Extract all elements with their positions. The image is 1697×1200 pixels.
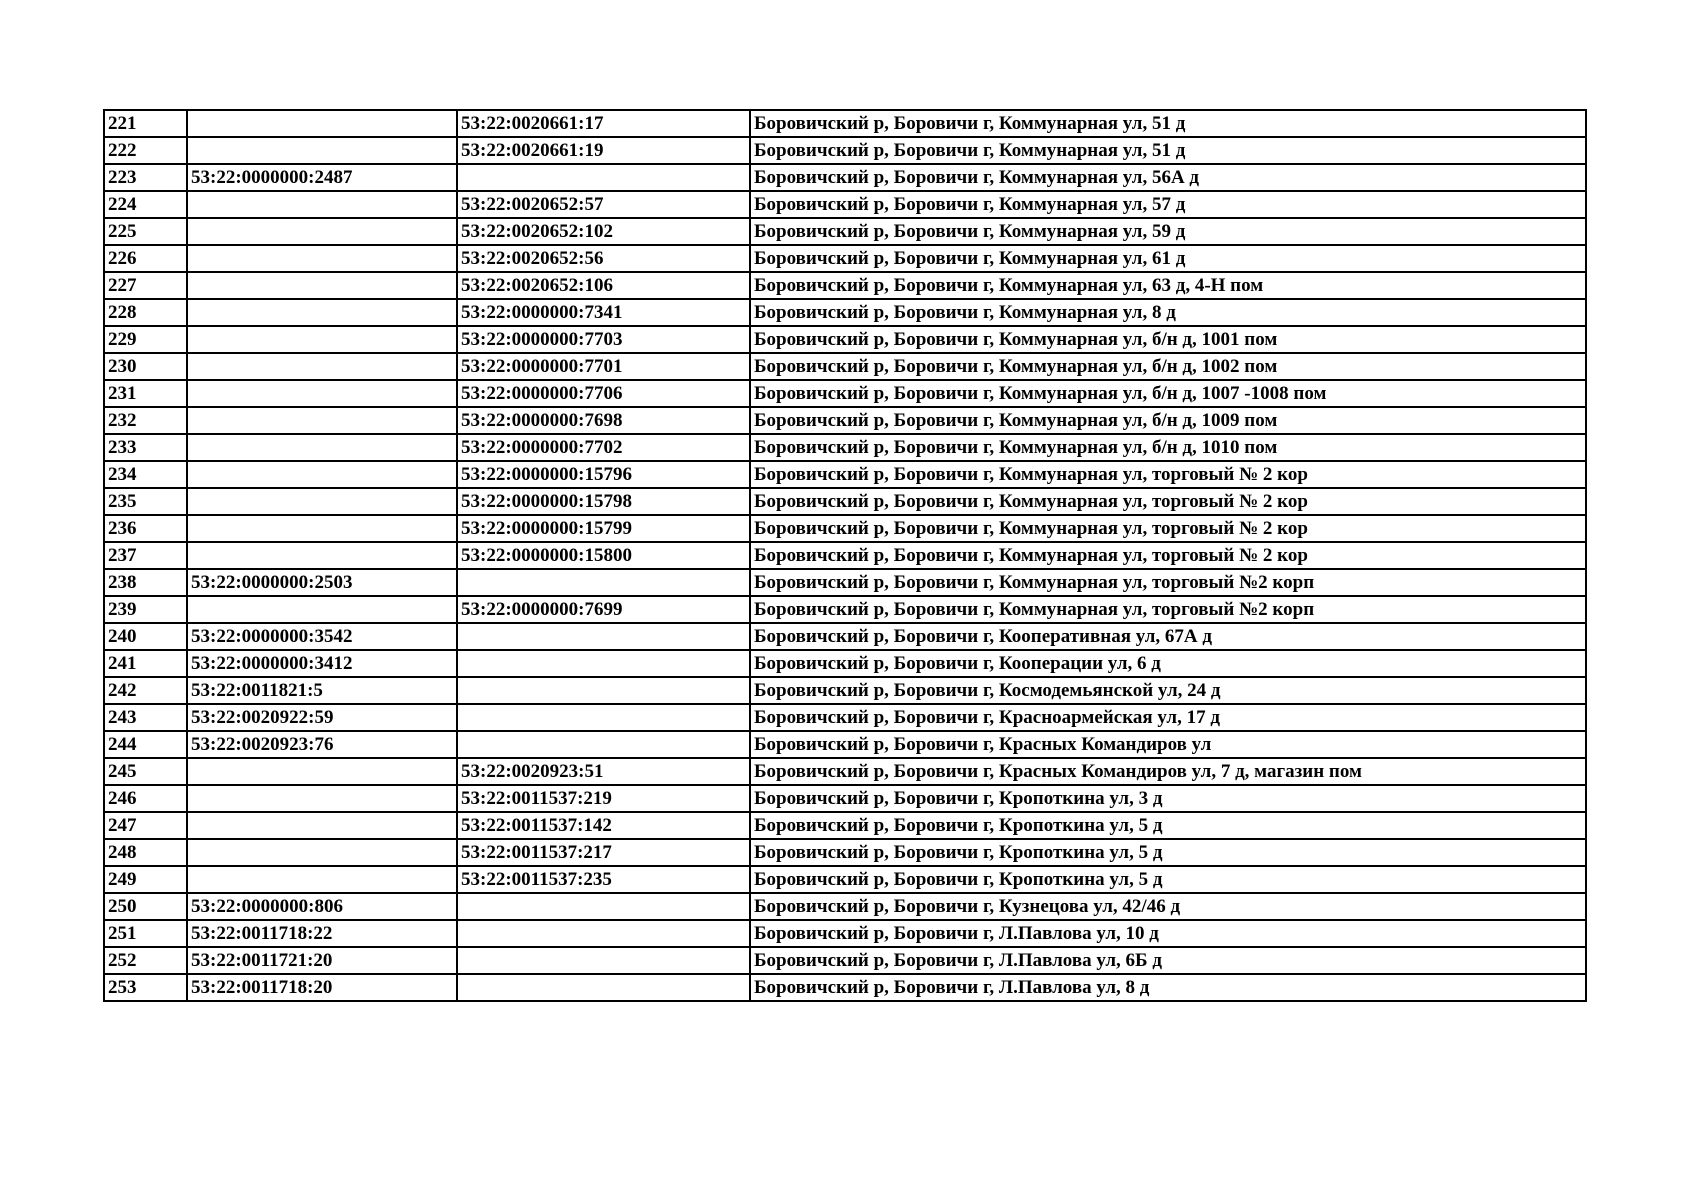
object-cadastral-number-cell: 53:22:0000000:7706	[457, 380, 750, 407]
row-number-cell: 221	[104, 110, 187, 137]
table-row	[104, 191, 1586, 218]
row-number-cell: 248	[104, 839, 187, 866]
cadastral-number-cell	[187, 380, 457, 407]
table-row	[104, 893, 1586, 920]
address-cell: Боровичский р, Боровичи г, Космодемьянской ул, 24 д	[750, 677, 1586, 704]
address-cell: Боровичский р, Боровичи г, Л.Павлова ул, 8 д	[750, 974, 1586, 1001]
object-cadastral-number-cell: 53:22:0000000:7703	[457, 326, 750, 353]
object-cadastral-number-cell	[457, 893, 750, 920]
row-number-cell: 227	[104, 272, 187, 299]
object-cadastral-number-cell	[457, 650, 750, 677]
object-cadastral-number-cell: 53:22:0000000:7699	[457, 596, 750, 623]
row-number-cell: 245	[104, 758, 187, 785]
table-row	[104, 920, 1586, 947]
object-cadastral-number-cell: 53:22:0011537:219	[457, 785, 750, 812]
object-cadastral-number-cell: 53:22:0011537:235	[457, 866, 750, 893]
table-row	[104, 785, 1586, 812]
cadastral-number-cell	[187, 812, 457, 839]
address-cell: Боровичский р, Боровичи г, Коммунарная ул, 8 д	[750, 299, 1586, 326]
address-cell: Боровичский р, Боровичи г, Кропоткина ул, 5 д	[750, 839, 1586, 866]
object-cadastral-number-cell: 53:22:0020652:102	[457, 218, 750, 245]
address-cell: Боровичский р, Боровичи г, Л.Павлова ул, 6Б д	[750, 947, 1586, 974]
cadastral-number-cell	[187, 839, 457, 866]
object-cadastral-number-cell: 53:22:0000000:15799	[457, 515, 750, 542]
cadastral-number-cell	[187, 353, 457, 380]
address-cell: Боровичский р, Боровичи г, Кооперации ул, 6 д	[750, 650, 1586, 677]
cadastral-number-cell: 53:22:0000000:2487	[187, 164, 457, 191]
address-cell: Боровичский р, Боровичи г, Коммунарная ул, торговый № 2 кор	[750, 488, 1586, 515]
row-number-cell: 244	[104, 731, 187, 758]
cadastral-number-cell: 53:22:0020923:76	[187, 731, 457, 758]
object-cadastral-number-cell: 53:22:0020661:19	[457, 137, 750, 164]
cadastral-number-cell: 53:22:0020922:59	[187, 704, 457, 731]
row-number-cell: 238	[104, 569, 187, 596]
object-cadastral-number-cell: 53:22:0011537:142	[457, 812, 750, 839]
row-number-cell: 230	[104, 353, 187, 380]
address-cell: Боровичский р, Боровичи г, Коммунарная ул, торговый № 2 кор	[750, 461, 1586, 488]
address-cell: Боровичский р, Боровичи г, Коммунарная ул, 63 д, 4-Н пом	[750, 272, 1586, 299]
table-row	[104, 758, 1586, 785]
cadastral-number-cell	[187, 488, 457, 515]
registry-table-body	[104, 110, 1586, 1001]
cadastral-number-cell	[187, 326, 457, 353]
cadastral-number-cell	[187, 434, 457, 461]
object-cadastral-number-cell	[457, 677, 750, 704]
cadastral-number-cell: 53:22:0000000:3412	[187, 650, 457, 677]
table-row	[104, 704, 1586, 731]
table-row	[104, 380, 1586, 407]
address-cell: Боровичский р, Боровичи г, Коммунарная ул, 57 д	[750, 191, 1586, 218]
row-number-cell: 224	[104, 191, 187, 218]
cadastral-number-cell	[187, 758, 457, 785]
table-row	[104, 137, 1586, 164]
object-cadastral-number-cell: 53:22:0020661:17	[457, 110, 750, 137]
table-row	[104, 947, 1586, 974]
address-cell: Боровичский р, Боровичи г, Коммунарная ул, торговый № 2 кор	[750, 515, 1586, 542]
address-cell: Боровичский р, Боровичи г, Коммунарная ул, б/н д, 1010 пом	[750, 434, 1586, 461]
row-number-cell: 243	[104, 704, 187, 731]
object-cadastral-number-cell	[457, 569, 750, 596]
table-row	[104, 650, 1586, 677]
table-row	[104, 515, 1586, 542]
cadastral-number-cell	[187, 137, 457, 164]
table-row	[104, 569, 1586, 596]
object-cadastral-number-cell: 53:22:0020652:106	[457, 272, 750, 299]
address-cell: Боровичский р, Боровичи г, Коммунарная ул, 59 д	[750, 218, 1586, 245]
address-cell: Боровичский р, Боровичи г, Коммунарная ул, б/н д, 1007 -1008 пом	[750, 380, 1586, 407]
address-cell: Боровичский р, Боровичи г, Коммунарная ул, б/н д, 1009 пом	[750, 407, 1586, 434]
address-cell: Боровичский р, Боровичи г, Коммунарная ул, 56А д	[750, 164, 1586, 191]
cadastral-number-cell	[187, 407, 457, 434]
object-cadastral-number-cell: 53:22:0020923:51	[457, 758, 750, 785]
address-cell: Боровичский р, Боровичи г, Коммунарная ул, торговый № 2 кор	[750, 542, 1586, 569]
row-number-cell: 222	[104, 137, 187, 164]
address-cell: Боровичский р, Боровичи г, Коммунарная ул, 51 д	[750, 110, 1586, 137]
table-row	[104, 974, 1586, 1001]
row-number-cell: 251	[104, 920, 187, 947]
cadastral-number-cell	[187, 272, 457, 299]
row-number-cell: 232	[104, 407, 187, 434]
table-row	[104, 839, 1586, 866]
table-row	[104, 218, 1586, 245]
cadastral-number-cell	[187, 245, 457, 272]
object-cadastral-number-cell: 53:22:0020652:57	[457, 191, 750, 218]
table-row	[104, 731, 1586, 758]
cadastral-number-cell	[187, 542, 457, 569]
row-number-cell: 229	[104, 326, 187, 353]
table-row	[104, 623, 1586, 650]
cadastral-number-cell: 53:22:0011721:20	[187, 947, 457, 974]
row-number-cell: 242	[104, 677, 187, 704]
address-cell: Боровичский р, Боровичи г, Коммунарная ул, б/н д, 1002 пом	[750, 353, 1586, 380]
table-row	[104, 272, 1586, 299]
address-cell: Боровичский р, Боровичи г, Кропоткина ул, 5 д	[750, 866, 1586, 893]
object-cadastral-number-cell: 53:22:0000000:7701	[457, 353, 750, 380]
address-cell: Боровичский р, Боровичи г, Коммунарная ул, б/н д, 1001 пом	[750, 326, 1586, 353]
cadastral-number-cell	[187, 191, 457, 218]
object-cadastral-number-cell: 53:22:0000000:7698	[457, 407, 750, 434]
cadastral-number-cell	[187, 785, 457, 812]
address-cell: Боровичский р, Боровичи г, Л.Павлова ул, 10 д	[750, 920, 1586, 947]
row-number-cell: 223	[104, 164, 187, 191]
table-row	[104, 407, 1586, 434]
table-row	[104, 812, 1586, 839]
table-row	[104, 542, 1586, 569]
row-number-cell: 249	[104, 866, 187, 893]
address-cell: Боровичский р, Боровичи г, Кооперативная ул, 67А д	[750, 623, 1586, 650]
row-number-cell: 225	[104, 218, 187, 245]
address-cell: Боровичский р, Боровичи г, Красных Командиров ул, 7 д, магазин пом	[750, 758, 1586, 785]
address-cell: Боровичский р, Боровичи г, Коммунарная ул, 51 д	[750, 137, 1586, 164]
cadastral-number-cell: 53:22:0000000:806	[187, 893, 457, 920]
row-number-cell: 228	[104, 299, 187, 326]
object-cadastral-number-cell: 53:22:0000000:7702	[457, 434, 750, 461]
cadastral-number-cell	[187, 596, 457, 623]
address-cell: Боровичский р, Боровичи г, Красноармейская ул, 17 д	[750, 704, 1586, 731]
row-number-cell: 247	[104, 812, 187, 839]
table-row	[104, 110, 1586, 137]
row-number-cell: 236	[104, 515, 187, 542]
row-number-cell: 252	[104, 947, 187, 974]
table-row	[104, 596, 1586, 623]
table-row	[104, 164, 1586, 191]
table-row	[104, 245, 1586, 272]
table-row	[104, 434, 1586, 461]
table-row	[104, 677, 1586, 704]
cadastral-number-cell	[187, 866, 457, 893]
object-cadastral-number-cell	[457, 974, 750, 1001]
object-cadastral-number-cell: 53:22:0000000:15796	[457, 461, 750, 488]
cadastral-number-cell	[187, 218, 457, 245]
object-cadastral-number-cell: 53:22:0000000:7341	[457, 299, 750, 326]
cadastral-number-cell: 53:22:0011718:22	[187, 920, 457, 947]
address-cell: Боровичский р, Боровичи г, Красных Командиров ул	[750, 731, 1586, 758]
object-cadastral-number-cell	[457, 947, 750, 974]
address-cell: Боровичский р, Боровичи г, Коммунарная ул, 61 д	[750, 245, 1586, 272]
table-row	[104, 461, 1586, 488]
object-cadastral-number-cell	[457, 623, 750, 650]
table-row	[104, 488, 1586, 515]
object-cadastral-number-cell	[457, 731, 750, 758]
cadastral-number-cell: 53:22:0000000:3542	[187, 623, 457, 650]
row-number-cell: 239	[104, 596, 187, 623]
cadastral-number-cell	[187, 299, 457, 326]
address-cell: Боровичский р, Боровичи г, Кропоткина ул, 3 д	[750, 785, 1586, 812]
cadastral-number-cell	[187, 515, 457, 542]
object-cadastral-number-cell: 53:22:0011537:217	[457, 839, 750, 866]
table-row	[104, 299, 1586, 326]
cadastral-number-cell	[187, 110, 457, 137]
row-number-cell: 253	[104, 974, 187, 1001]
row-number-cell: 235	[104, 488, 187, 515]
row-number-cell: 241	[104, 650, 187, 677]
object-cadastral-number-cell	[457, 704, 750, 731]
row-number-cell: 226	[104, 245, 187, 272]
table-row	[104, 326, 1586, 353]
row-number-cell: 237	[104, 542, 187, 569]
registry-table	[103, 109, 1587, 1002]
object-cadastral-number-cell	[457, 164, 750, 191]
cadastral-number-cell: 53:22:0011821:5	[187, 677, 457, 704]
object-cadastral-number-cell	[457, 920, 750, 947]
table-row	[104, 866, 1586, 893]
row-number-cell: 233	[104, 434, 187, 461]
address-cell: Боровичский р, Боровичи г, Кропоткина ул, 5 д	[750, 812, 1586, 839]
address-cell: Боровичский р, Боровичи г, Коммунарная ул, торговый №2 корп	[750, 569, 1586, 596]
row-number-cell: 250	[104, 893, 187, 920]
object-cadastral-number-cell: 53:22:0000000:15800	[457, 542, 750, 569]
row-number-cell: 240	[104, 623, 187, 650]
cadastral-number-cell: 53:22:0011718:20	[187, 974, 457, 1001]
row-number-cell: 234	[104, 461, 187, 488]
cadastral-number-cell	[187, 461, 457, 488]
object-cadastral-number-cell: 53:22:0020652:56	[457, 245, 750, 272]
row-number-cell: 246	[104, 785, 187, 812]
address-cell: Боровичский р, Боровичи г, Коммунарная ул, торговый №2 корп	[750, 596, 1586, 623]
object-cadastral-number-cell: 53:22:0000000:15798	[457, 488, 750, 515]
address-cell: Боровичский р, Боровичи г, Кузнецова ул, 42/46 д	[750, 893, 1586, 920]
row-number-cell: 231	[104, 380, 187, 407]
table-row	[104, 353, 1586, 380]
cadastral-number-cell: 53:22:0000000:2503	[187, 569, 457, 596]
